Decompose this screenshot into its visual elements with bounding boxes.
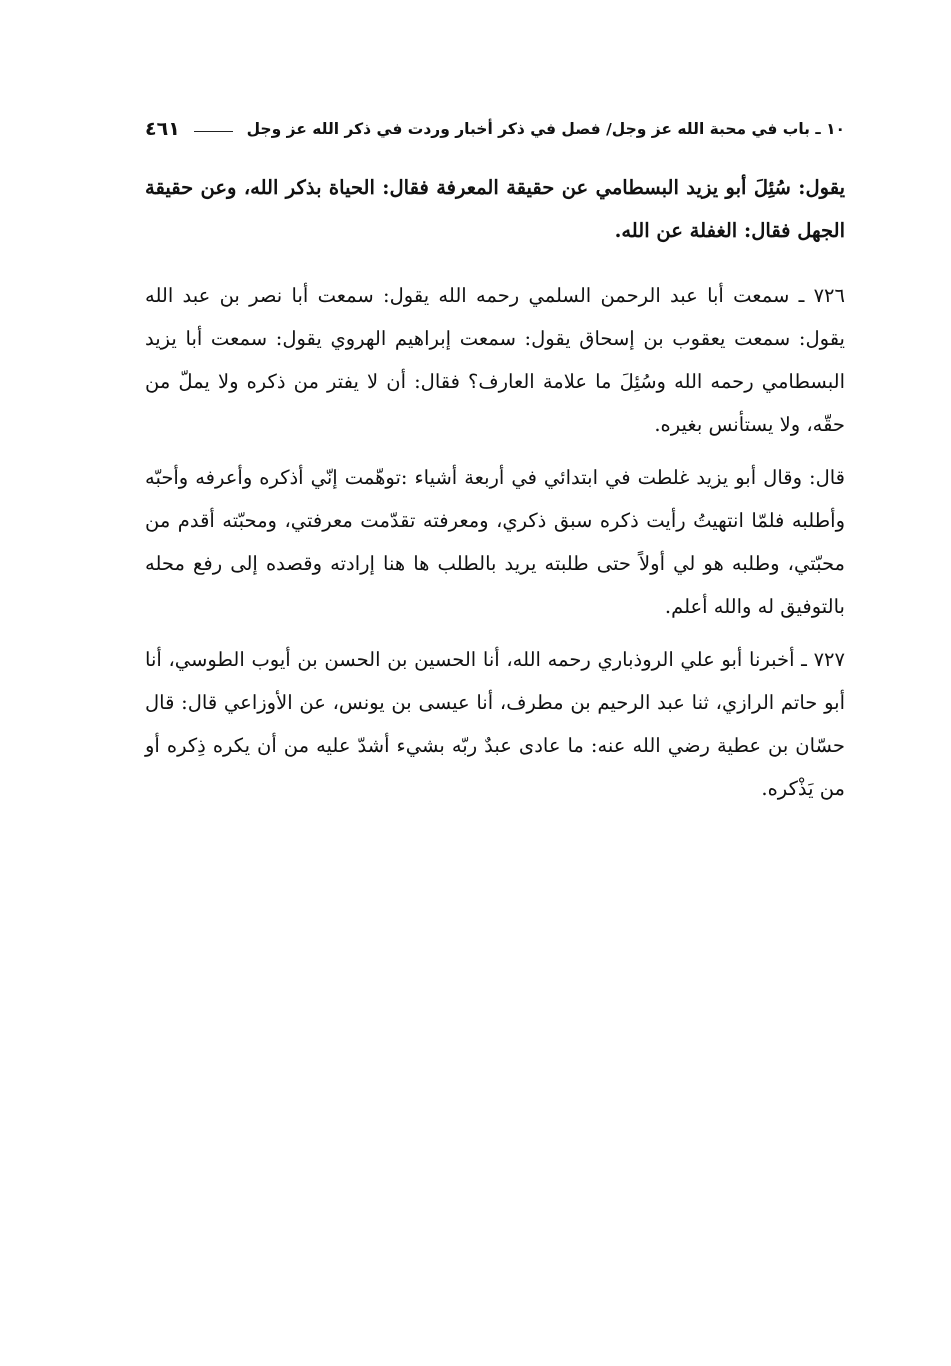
- running-header: [145, 112, 845, 146]
- chapter-title: ١٠ ـ باب في محبة الله عز وجل/ فصل في ذكر أخبار وردت في ذكر الله عز وجل: [246, 120, 845, 138]
- paragraph-abu-yazid: قال: وقال أبو يزيد غلطت في ابتدائي في أربعة أشياء :توهّمت إنّي أذكره وأعرفه وأحبّه وأطلبه فلمّا انتهيتُ رأيت ذكره سبق ذكري، ومعرفته تقدّمت معرفتي، ومحبّته أقدم من محبّتي، وطلبه هو لي أولاً حتى طلبته يريد بالطلب ها هنا إرادته وقصده إلى رفع محله بالتوفيق له والله أعلم.: [145, 466, 845, 618]
- paragraph-727: ٧٢٧ ـ أخبرنا أبو علي الروذباري رحمه الله، أنا الحسين بن الحسن بن أيوب الطوسي، أنا أبو حاتم الرازي، ثنا عبد الرحيم بن مطرف، أنا عيسى بن يونس، عن الأوزاعي قال: قال حسّان بن عطية رضي الله عنه: ما عادى عبدٌ ربّه بشيء أشدّ عليه من أن يكره ذِكره أو من يَذْكره.: [145, 648, 845, 800]
- paragraph-continuation: يقول: سُئِلَ أبو يزيد البسطامي عن حقيقة المعرفة فقال: الحياة بذكر الله، وعن حقيقة الجهل فقال: الغفلة عن الله.: [145, 176, 845, 242]
- page-number: ٤٦١: [145, 118, 180, 140]
- header-rule: [194, 131, 233, 132]
- page-body: [145, 166, 845, 810]
- paragraph-726: ٧٢٦ ـ سمعت أبا عبد الرحمن السلمي رحمه الله يقول: سمعت أبا نصر بن عبد الله يقول: سمعت يعقوب بن إسحاق يقول: سمعت إبراهيم الهروي يقول: سمعت أبا يزيد البسطامي رحمه الله وسُئِلَ ما علامة العارف؟ فقال: أن لا يفتر من ذكره ولا يملّ من حقّه، ولا يستأنس بغيره.: [145, 284, 845, 436]
